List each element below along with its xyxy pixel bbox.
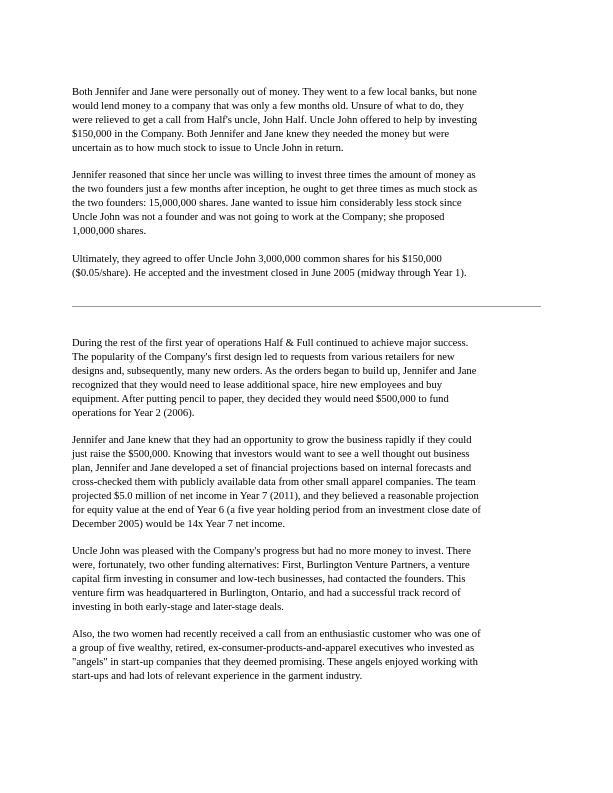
text-line: Uncle John was pleased with the Company's progress but had no more money to invest. There (72, 546, 471, 557)
text-line: Jennifer and Jane knew that they had an opportunity to grow the business rapidly if they could (72, 435, 472, 446)
text-line: operations for Year 2 (2006). (72, 407, 195, 419)
text-line: uncertain as to how much stock to issue to Uncle John in return. (72, 142, 344, 154)
text-line: the two founders: 15,000,000 shares. Jane wanted to issue him considerably less stock since (72, 197, 462, 209)
paragraph-year-one-success (72, 337, 544, 421)
text-line: December 2005) would be 14x Year 7 net income. (72, 518, 285, 530)
text-line: the two founders just a few months after inception, he ought to get three times as much stock as (72, 183, 478, 195)
text-line: just raise the $500,000. Knowing that investors would want to see a well thought out business (72, 448, 470, 460)
text-line: Ultimately, they agreed to offer Uncle John 3,000,000 common shares for his $150,000 (72, 254, 442, 265)
text-line: Uncle John was not a founder and was not going to work at the Company; she proposed (72, 211, 445, 223)
text-line: for equity value at the end of Year 6 (a five year holding period from an investment close date of (72, 504, 481, 516)
text-line: would lend money to a company that was only a few months old. Unsure of what to do, they (72, 100, 464, 112)
text-line: Also, the two women had recently received a call from an enthusiastic customer who was one of (72, 629, 481, 640)
paragraph-funding-alternatives (72, 545, 544, 615)
text-line: recognized that they would need to lease additional space, hire new employees and buy (72, 379, 443, 391)
text-line: start-ups and had lots of relevant experience in the garment industry. (72, 670, 363, 682)
text-line: capital firm investing in consumer and low-tech businesses, had contacted the founders. This (72, 573, 466, 585)
text-line: equipment. After putting pencil to paper, they decided they would need $500,000 to fund (72, 393, 449, 405)
text-line: During the rest of the first year of operations Half & Full continued to achieve major success. (72, 338, 469, 349)
text-line: a group of five wealthy, retired, ex-consumer-products-and-apparel executives who invested as (72, 642, 475, 654)
text-line: were, fortunately, two other funding alternatives: First, Burlington Venture Partners, a venture (72, 559, 470, 571)
paragraph-share-debate (72, 169, 544, 239)
text-line: $150,000 in the Company. Both Jennifer and Jane knew they needed the money but were (72, 128, 450, 140)
paragraph-funding-need (72, 86, 544, 156)
text-line: Jennifer reasoned that since her uncle was willing to invest three times the amount of money as (72, 170, 476, 181)
paragraph-agreement (72, 253, 544, 281)
paragraph-projections (72, 434, 544, 532)
text-line: ($0.05/share). He accepted and the investment closed in June 2005 (midway through Year 1). (72, 267, 467, 279)
text-line: Both Jennifer and Jane were personally out of money. They went to a few local banks, but none (72, 87, 477, 98)
text-line: 1,000,000 shares. (72, 225, 147, 237)
text-line: "angels" in start-up companies that they deemed promising. These angels enjoyed working with (72, 656, 478, 668)
text-line: designs and, subsequently, many new orders. As the orders began to build up, Jennifer and Jane (72, 365, 477, 377)
text-line: venture firm was headquartered in Burlington, Ontario, and had a successful track record of (72, 587, 461, 599)
paragraph-angel-investors (72, 628, 544, 684)
text-line: investing in both early-stage and later-stage deals. (72, 601, 284, 613)
section-divider (72, 306, 541, 307)
text-line: The popularity of the Company's first design led to requests from various retailers for new (72, 351, 455, 363)
text-line: plan, Jennifer and Jane developed a set of financial projections based on internal forecasts and (72, 462, 472, 474)
text-line: were relieved to get a call from Half's uncle, John Half. Uncle John offered to help by investing (72, 114, 478, 126)
text-line: cross-checked them with publicly available data from other small apparel companies. The team (72, 476, 476, 488)
text-line: projected $5.0 million of net income in Year 7 (2011), and they believed a reasonable projection (72, 490, 479, 502)
